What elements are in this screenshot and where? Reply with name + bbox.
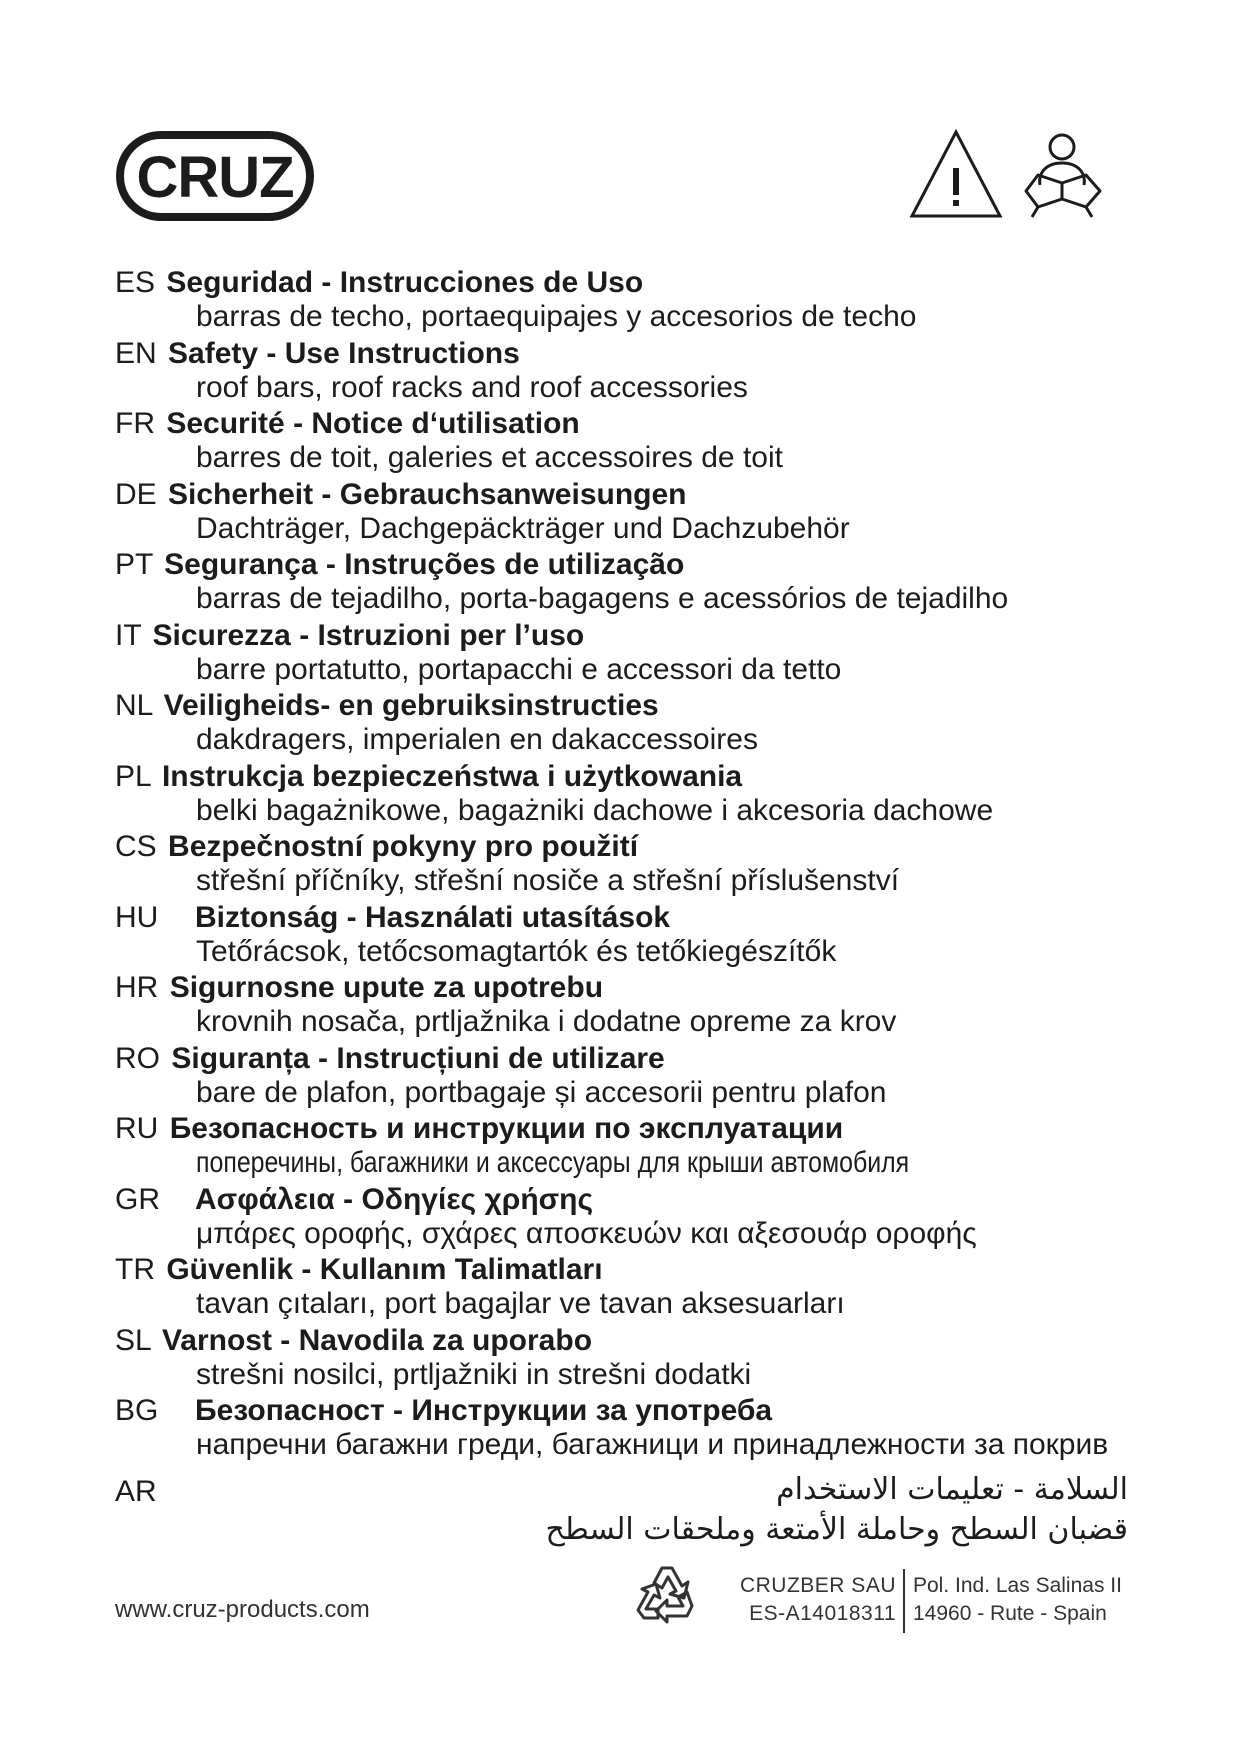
lang-code: FR: [115, 407, 155, 440]
lang-code: HR: [115, 971, 159, 1004]
lang-title: Biztonság - Használati utasítások: [195, 900, 671, 934]
website-link[interactable]: www.cruz-products.com: [115, 1596, 370, 1623]
lang-code: TR: [115, 1253, 155, 1286]
lang-subtitle: barre portatutto, portapacchi e accessori da tetto: [196, 652, 842, 686]
footer-divider: [903, 1569, 905, 1633]
lang-entry-ru: [115, 1112, 1135, 1183]
recycle-icon: [632, 1560, 702, 1630]
language-list: [115, 266, 1135, 1465]
lang-code: BG: [115, 1394, 159, 1427]
lang-title: Siguranța - Instrucțiuni de utilizare: [171, 1041, 665, 1075]
lang-code: RO: [115, 1041, 160, 1075]
lang-entry-fr: [115, 407, 1135, 478]
lang-title: Securité - Notice d‘utilisation: [166, 407, 580, 440]
lang-entry-de: [115, 478, 1135, 549]
lang-title: Seguridad - Instrucciones de Uso: [166, 266, 644, 299]
logo-text: CRUZ: [136, 145, 294, 210]
lang-code: NL: [115, 689, 153, 722]
cruz-logo: [116, 131, 314, 221]
lang-entry-cs: [115, 830, 1135, 901]
lang-entry-hu: [115, 901, 1135, 972]
lang-code: RU: [115, 1112, 159, 1145]
lang-entry-es: [115, 266, 1135, 337]
lang-subtitle: barras de techo, portaequipajes y accesorios de techo: [196, 300, 917, 333]
company-name: CRUZBER SAU: [739, 1574, 896, 1597]
lang-code: DE: [115, 477, 157, 511]
lang-subtitle: bare de plafon, portbagaje și accesorii pentru plafon: [196, 1075, 887, 1109]
lang-entry-sl: [115, 1324, 1135, 1395]
lang-entry-bg: [115, 1394, 1135, 1465]
lang-entry-pl: [115, 760, 1135, 831]
address-line-1: Pol. Ind. Las Salinas II: [913, 1574, 1122, 1597]
lang-subtitle: roof bars, roof racks and roof accessories: [196, 370, 748, 404]
lang-subtitle: strešni nosilci, prtljažniki in strešni dodatki: [196, 1357, 752, 1391]
lang-title: Безопасност - Инструкции за употреба: [195, 1394, 773, 1427]
lang-entry-tr: [115, 1253, 1135, 1324]
lang-code: EN: [115, 336, 157, 370]
lang-subtitle: barras de tejadilho, porta-bagagens e acessórios de tejadilho: [196, 582, 1009, 615]
lang-entry-it: [115, 619, 1135, 690]
lang-entry-pt: [115, 548, 1135, 619]
lang-subtitle: krovnih nosača, prtljažnika i dodatne opreme za krov: [196, 1005, 897, 1038]
lang-title: Instrukcja bezpieczeństwa i użytkowania: [161, 759, 743, 793]
lang-entry-ro: [115, 1042, 1135, 1113]
lang-entry-en: [115, 337, 1135, 408]
lang-title: السلامة - تعليمات الاستخدام: [776, 1472, 1128, 1507]
address-line-2: 14960 - Rute - Spain: [913, 1602, 1107, 1625]
lang-title: Sicherheit - Gebrauchsanweisungen: [168, 477, 687, 511]
lang-code: PL: [115, 759, 151, 793]
lang-subtitle: barres de toit, galeries et accessoires de toit: [196, 441, 783, 474]
lang-title: Veiligheids- en gebruiksinstructies: [163, 689, 659, 722]
warning-triangle-icon: [908, 128, 1004, 220]
lang-code: GR: [115, 1182, 160, 1216]
lang-title: Sicurezza - Istruzioni per l’uso: [152, 618, 585, 652]
lang-title: Sigurnosne upute za upotrebu: [169, 971, 604, 1004]
lang-subtitle: قضبان السطح وحاملة الأمتعة وملحقات السطح: [545, 1512, 1128, 1547]
lang-entry-gr: [115, 1183, 1135, 1254]
read-manual-icon: [1014, 131, 1114, 221]
lang-title: Varnost - Navodila za uporabo: [161, 1323, 593, 1357]
lang-title: Güvenlik - Kullanım Talimatları: [166, 1253, 603, 1286]
lang-subtitle: Tetőrácsok, tetőcsomagtartók és tetőkiegészítők: [196, 934, 837, 968]
lang-title: Безопасность и инструкции по эксплуатации: [169, 1112, 844, 1145]
lang-subtitle: dakdragers, imperialen en dakaccessoires: [196, 723, 758, 756]
lang-title: Ασφάλεια - Οδηγίες χρήσης: [195, 1182, 594, 1216]
lang-title: Segurança - Instruções de utilização: [164, 548, 685, 581]
lang-subtitle: tavan çıtaları, port bagajlar ve tavan aksesuarları: [196, 1287, 845, 1320]
company-info: [700, 1572, 896, 1628]
lang-subtitle: напречни багажни греди, багажници и принадлежности за покрив: [196, 1428, 1109, 1461]
lang-entry-nl: [115, 689, 1135, 760]
lang-title: Safety - Use Instructions: [168, 336, 520, 370]
lang-subtitle: střešní příčníky, střešní nosiče a střešní příslušenství: [196, 864, 900, 897]
lang-code: PT: [115, 548, 153, 581]
company-address: [913, 1572, 1122, 1628]
company-id: ES-A14018311: [749, 1602, 896, 1625]
lang-code: HU: [115, 900, 159, 934]
lang-code: IT: [115, 618, 142, 652]
lang-subtitle: belki bagażnikowe, bagażniki dachowe i akcesoria dachowe: [196, 793, 994, 827]
lang-code: AR: [115, 1475, 157, 1508]
lang-title: Bezpečnostní pokyny pro použití: [168, 830, 639, 863]
lang-subtitle: Dachträger, Dachgepäckträger und Dachzubehör: [196, 511, 850, 545]
lang-code: ES: [115, 266, 156, 299]
lang-subtitle: μπάρες οροφής, σχάρες αποσκευών και αξεσουάρ οροφής: [196, 1216, 977, 1250]
lang-code: CS: [115, 830, 157, 863]
lang-code: SL: [115, 1323, 151, 1357]
lang-entry-hr: [115, 971, 1135, 1042]
lang-subtitle: поперечины, багажники и аксессуары для крыши автомобиля: [196, 1146, 910, 1179]
